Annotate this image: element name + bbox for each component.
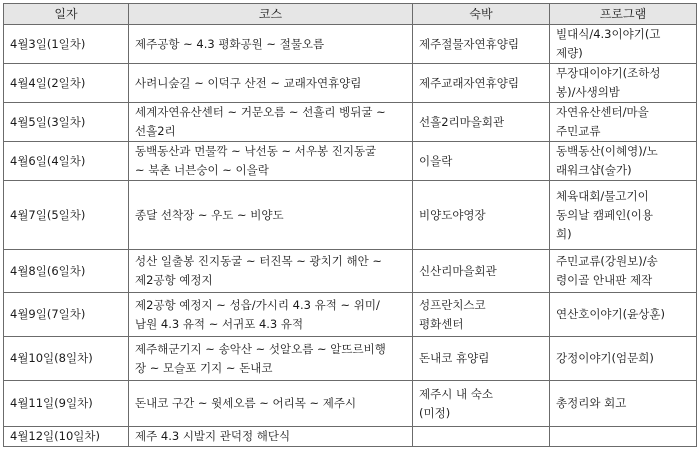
lodging-cell: 돈내코 휴양림 — [413, 337, 550, 381]
course-cell: 성산 일출봉 진지동굴 ~ 터진목 ~ 광치기 해안 ~ 제2공항 예정지 — [129, 250, 413, 293]
date-cell: 4월4일(2일차) — [4, 64, 129, 103]
lodging-cell: 비양도야영장 — [413, 181, 550, 250]
course-cell: 제주해군기지 ~ 송악산 ~ 섯알오름 ~ 알뜨르비행 장 ~ 모슬포 기지 ~ 돈내코 — [129, 337, 413, 381]
program-cell — [550, 427, 697, 447]
header-course: 코스 — [129, 4, 413, 25]
program-cell: 체육대회/물고기이 동의날 캠페인(이용 희) — [550, 181, 697, 250]
course-cell: 제주 4.3 시발지 관덕정 해단식 — [129, 427, 413, 447]
course-cell: 제2공항 예정지 ~ 성읍/가시리 4.3 유적 ~ 위미/ 남원 4.3 유적 ~ 서귀포 4.3 유적 — [129, 293, 413, 337]
program-cell: 빌대식/4.3이야기(고 제량) — [550, 25, 697, 64]
program-cell: 주민교류(강원보)/송 령이골 안내판 제작 — [550, 250, 697, 293]
date-cell: 4월12일(10일차) — [4, 427, 129, 447]
date-cell: 4월10일(8일차) — [4, 337, 129, 381]
date-cell: 4월9일(7일차) — [4, 293, 129, 337]
table-row — [4, 427, 697, 447]
table-row — [4, 103, 697, 142]
program-cell: 자연유산센터/마을 주민교류 — [550, 103, 697, 142]
table-row — [4, 250, 697, 293]
date-cell: 4월3일(1일차) — [4, 25, 129, 64]
header-date: 일자 — [4, 4, 129, 25]
lodging-cell: 성프란치스코 평화센터 — [413, 293, 550, 337]
table-row — [4, 293, 697, 337]
lodging-cell: 제주절물자연휴양림 — [413, 25, 550, 64]
header-program: 프로그램 — [550, 4, 697, 25]
itinerary-table — [3, 3, 697, 447]
table-row — [4, 64, 697, 103]
lodging-cell: 선흘2리마을회관 — [413, 103, 550, 142]
program-cell: 연산호이야기(윤상훈) — [550, 293, 697, 337]
program-cell: 무장대이야기(조하성 봉)/사생의밤 — [550, 64, 697, 103]
lodging-cell: 제주교래자연휴양림 — [413, 64, 550, 103]
date-cell: 4월5일(3일차) — [4, 103, 129, 142]
course-cell: 제주공항 ~ 4.3 평화공원 ~ 절물오름 — [129, 25, 413, 64]
course-cell: 사려니숲길 ~ 이덕구 산전 ~ 교래자연휴양림 — [129, 64, 413, 103]
course-cell: 동백동산과 먼물깍 ~ 낙선동 ~ 서우봉 진지동굴 ~ 북촌 너븐숭이 ~ 이을락 — [129, 142, 413, 181]
date-cell: 4월6일(4일차) — [4, 142, 129, 181]
course-cell: 종달 선착장 ~ 우도 ~ 비양도 — [129, 181, 413, 250]
lodging-cell: 제주시 내 숙소 (미정) — [413, 381, 550, 427]
table-header-row — [4, 4, 697, 25]
table-row — [4, 25, 697, 64]
table-row — [4, 337, 697, 381]
table-row — [4, 381, 697, 427]
header-lodging: 숙박 — [413, 4, 550, 25]
program-cell: 총정리와 회고 — [550, 381, 697, 427]
table-row — [4, 142, 697, 181]
lodging-cell — [413, 427, 550, 447]
date-cell: 4월8일(6일차) — [4, 250, 129, 293]
lodging-cell: 이을락 — [413, 142, 550, 181]
lodging-cell: 신산리마을회관 — [413, 250, 550, 293]
course-cell: 돈내코 구간 ~ 윗세오름 ~ 어리목 ~ 제주시 — [129, 381, 413, 427]
table-row — [4, 181, 697, 250]
course-cell: 세계자연유산센터 ~ 거문오름 ~ 선흘리 벵뒤굴 ~ 선흘2리 — [129, 103, 413, 142]
program-cell: 동백동산(이혜영)/노 래워크샵(술가) — [550, 142, 697, 181]
program-cell: 강정이야기(엄문희) — [550, 337, 697, 381]
date-cell: 4월11일(9일차) — [4, 381, 129, 427]
date-cell: 4월7일(5일차) — [4, 181, 129, 250]
